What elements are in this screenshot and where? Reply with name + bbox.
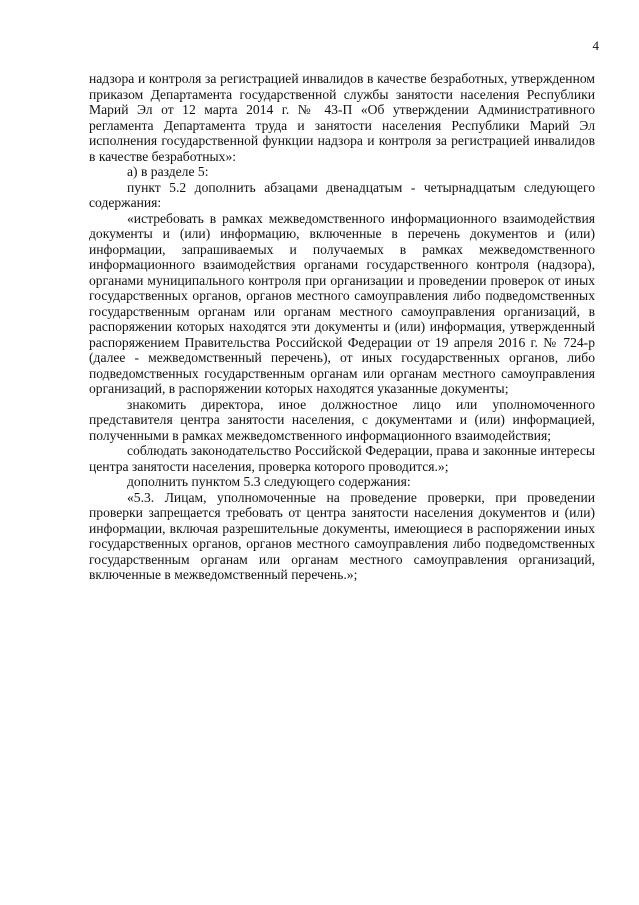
paragraph-acquaint-director: знакомить директора, иное должностное лицо или уполномоченного представителя центра занятости населения, с документами и (или) информацией, полученными в рамках межведомственного информационного взаимодействия;: [89, 396, 595, 443]
page-number: 4: [592, 38, 599, 53]
paragraph-comply-legislation: соблюдать законодательство Российской Федерации, права и законные интересы центра занятости населения, проверка которого проводится.»;: [89, 443, 595, 474]
paragraph-add-clause-5-3: дополнить пунктом 5.3 следующего содержания:: [127, 474, 411, 489]
paragraph-clause-5-2: пункт 5.2 дополнить абзацами двенадцатым - четырнадцатым следующего содержания:: [89, 179, 595, 210]
paragraph-request-documents: «истребовать в рамках межведомственного информационного взаимодействия документы и (или) информацию, включенные в перечень документов и (или) информации, запрашиваемых и получаемых в рамках межведомственного информационного взаимодействия органами государственного контроля (надзора), органами муниципального контроля при организации и проведении проверок от иных государственных органов, органов местного самоуправления либо подведомственных государственным органам или органам местного самоуправления организаций, в распоряжении которых находятся эти документы и (или) информация, утвержденный распоряжением Правительства Российской Федерации от 19 апреля 2016 г. № 724-р (далее - межведомственный перечень), от иных государственных органов, либо подведомственных государственным органам или органам местного самоуправления организаций, в распоряжении которых находятся указанные документы;: [89, 210, 595, 396]
paragraph-section-a: а) в разделе 5:: [127, 164, 209, 179]
document-body: [89, 71, 595, 583]
paragraph-clause-5-3: «5.3. Лицам, уполномоченные на проведение проверки, при проведении проверки запрещается требовать от центра занятости населения документов и (или) информации, включая разрешительные документы, имеющиеся в распоряжении иных государственных органов, органов местного самоуправления либо подведомственных государственным органам или органам местного самоуправления организаций, включенные в межведомственный перечень.»;: [89, 489, 595, 582]
paragraph-continuation: надзора и контроля за регистрацией инвалидов в качестве безработных, утвержденном приказом Департамента государственной службы занятости населения Республики Марий Эл от 12 марта 2014 г. № 43-П «Об утверждении Административного регламента Департамента труда и занятости населения Республики Марий Эл исполнения государственной функции надзора и контроля за регистрацией инвалидов в качестве безработных»:: [89, 71, 595, 164]
